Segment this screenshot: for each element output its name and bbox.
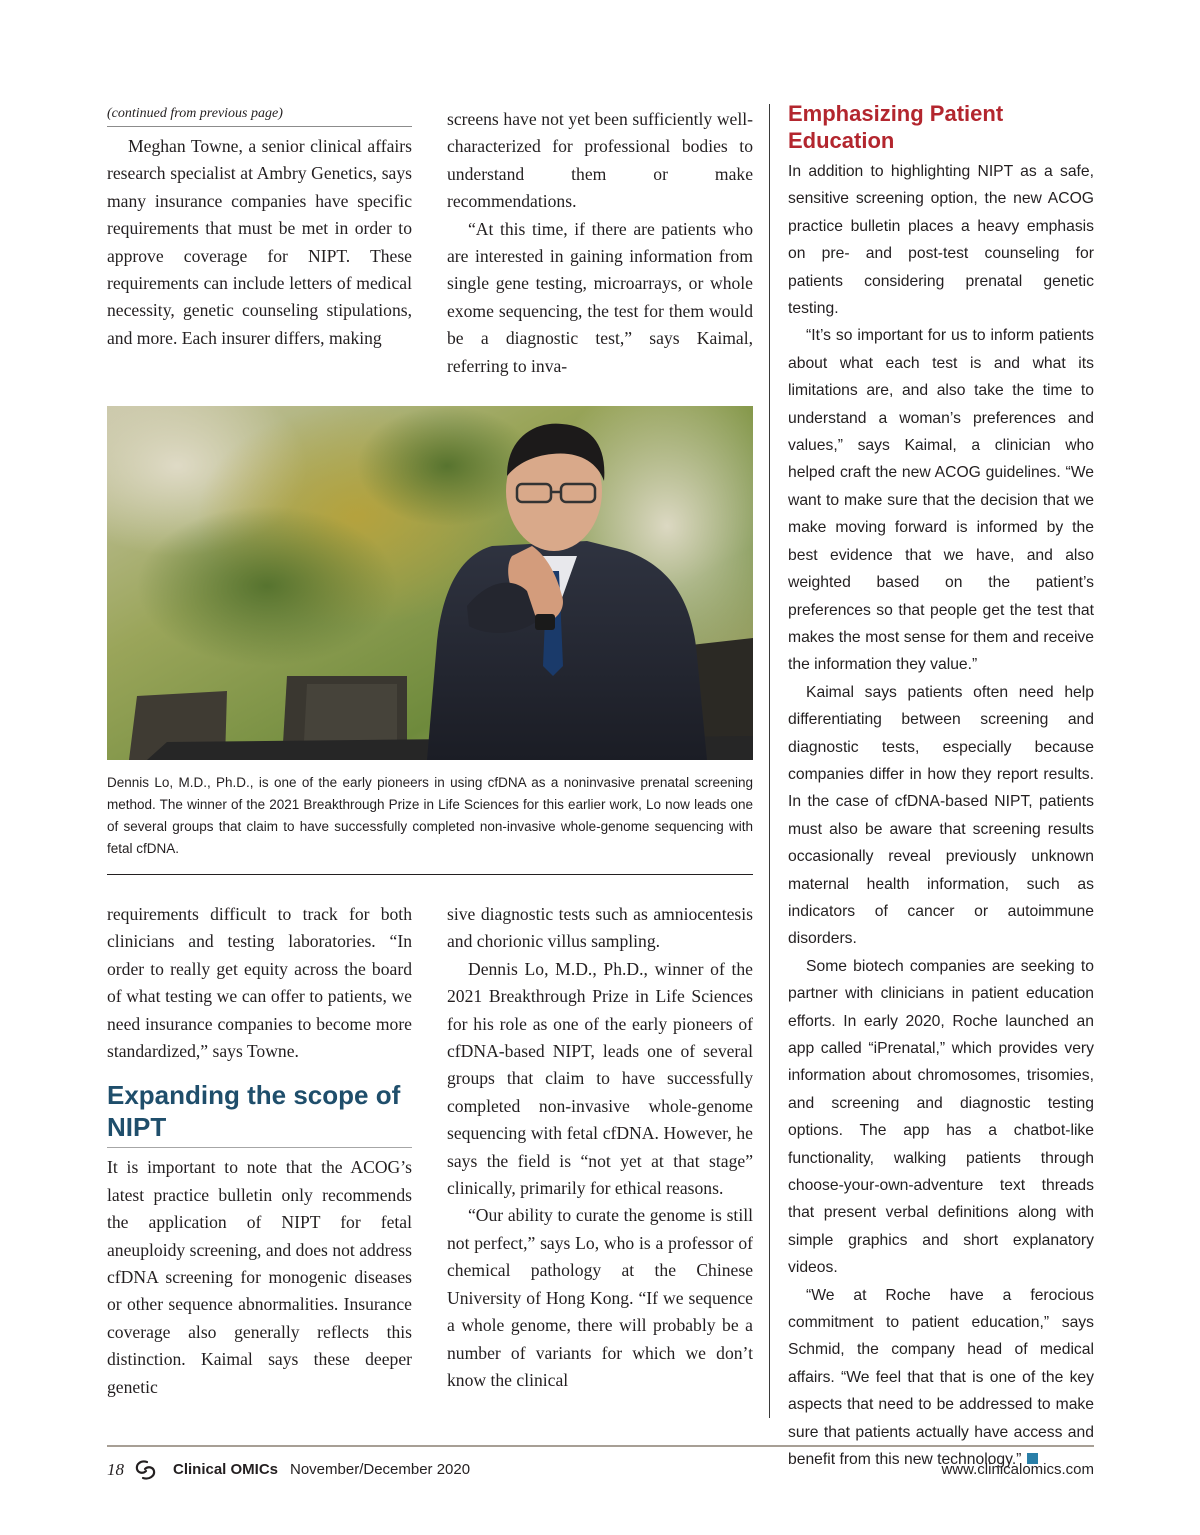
column-1-top (107, 104, 412, 352)
page-footer (107, 1458, 1094, 1482)
website-url[interactable]: www.clinicalomics.com (941, 1461, 1094, 1478)
sidebar-divider (769, 104, 770, 1418)
sidebar-paragraph: “It’s so important for us to inform patients about what each test is and what its limitations are, and also take the time to understand a woman’s preferences and values,” says Kaimal, a clinician who helped craft the new ACOG guidelines. “We want to make sure that the decision that we make moving forward is informed by the best evidence that we have, and also weighted based on the patient’s preferences so that people get the test that makes the most sense for them and receive the information they value.” (788, 327, 1094, 674)
section-heading: Expanding the scope of NIPT (107, 1079, 412, 1148)
body-paragraph: requirements difficult to track for both clinicians and testing laboratories. “In order to really get equity across the board of what testing we can offer to patients, we need insurance companies to become more standardized,” says Towne. (107, 904, 412, 1062)
body-paragraph: Dennis Lo, M.D., Ph.D., winner of the 2021 Breakthrough Prize in Life Sciences for his role as one of the early pioneers of cfDNA-based NIPT, leads one of several groups that claim to have successfully completed non-invasive whole-genome sequencing with fetal cfDNA. However, he says the field is “not yet at that stage” clinically, primarily for ethical reasons. (447, 958, 753, 1199)
column-2-bottom (447, 901, 753, 1394)
body-paragraph: “Our ability to curate the genome is still not perfect,” says Lo, who is a professor of chemical pathology at the Chinese University of Hong Kong. “If we sequence a whole genome, there will probably be a number of variants for which we don’t know the clinical (447, 1205, 753, 1390)
body-paragraph: sive diagnostic tests such as amniocentesis and chorionic villus sampling. (447, 904, 753, 952)
continued-note: (continued from previous page) (107, 104, 412, 127)
footer-rule (107, 1445, 1094, 1447)
body-paragraph: Meghan Towne, a senior clinical affairs research specialist at Ambry Genetics, says many insurance companies have specific requirements that must be met in order to approve coverage for NIPT. These requirements can include letters of medical necessity, genetic counseling stipulations, and more. Each insurer differs, making (107, 136, 412, 348)
clinical-omics-logo-icon (133, 1458, 163, 1482)
page-number: 18 (107, 1460, 124, 1479)
body-paragraph: It is important to note that the ACOG’s latest practice bulletin only recommends the application of NIPT for fetal aneuploidy screening, and does not address cfDNA screening for monogenic diseases or other sequence abnormalities. Insurance coverage also generally reflects this distinction. Kaimal says these deeper genetic (107, 1157, 412, 1397)
issue-date: November/December 2020 (290, 1461, 471, 1478)
portrait-photo (107, 406, 753, 760)
sidebar-title: Emphasizing Patient Education (788, 101, 1004, 153)
sidebar-paragraph: Some biotech companies are seeking to partner with clinicians in patient education efforts. In early 2020, Roche launched an app called “iPrenatal,” which provides very information about chromosomes, trisomies, and screening and diagnostic testing options. The app has a chatbot-like functionality, walking patients through choose-your-own-adventure text threads that present verbal definitions along with simple graphics and short explanatory videos. (788, 957, 1094, 1277)
magazine-name: Clinical OMICs (173, 1461, 279, 1478)
caption-divider (107, 874, 753, 875)
column-2-top (447, 106, 753, 380)
photo-caption: Dennis Lo, M.D., Ph.D., is one of the early pioneers in using cfDNA as a noninvasive prenatal screening method. The winner of the 2021 Breakthrough Prize in Life Sciences for this earlier work, Lo now leads one of several groups that claim to have successfully completed non-invasive whole-genome sequencing with fetal cfDNA. (107, 775, 753, 856)
sidebar-last-text: “We at Roche have a ferocious commitment to patient education,” says Schmid, the company head of medical affairs. “We feel that that is one of the key aspects that need to be addressed to make sure that patients actually have access and benefit from this new technology.” (788, 1286, 1094, 1469)
column-1-bottom (107, 901, 412, 1401)
body-paragraph: screens have not yet been sufficiently well-characterized for professional bodies to understand them or make recommendations. (447, 109, 753, 212)
body-paragraph: “At this time, if there are patients who are interested in gaining information from single gene testing, microarrays, or whole exome sequencing, the test for them would be a diagnostic test,” says Kaimal, referring to inva- (447, 218, 753, 376)
sidebar (788, 100, 1094, 1474)
sidebar-paragraph: In addition to highlighting NIPT as a safe, sensitive screening option, the new ACOG practice bulletin places a heavy emphasis on pre- and post-test counseling for patients considering prenatal genetic testing. (788, 163, 1094, 318)
sidebar-paragraph: Kaimal says patients often need help differentiating between screening and diagnostic tests, especially because companies differ in how they report results. In the case of cfDNA-based NIPT, patients must also be aware that screening results occasionally reveal previously unknown maternal health information, such as indicators of cancer or autoimmune disorders. (788, 683, 1094, 948)
